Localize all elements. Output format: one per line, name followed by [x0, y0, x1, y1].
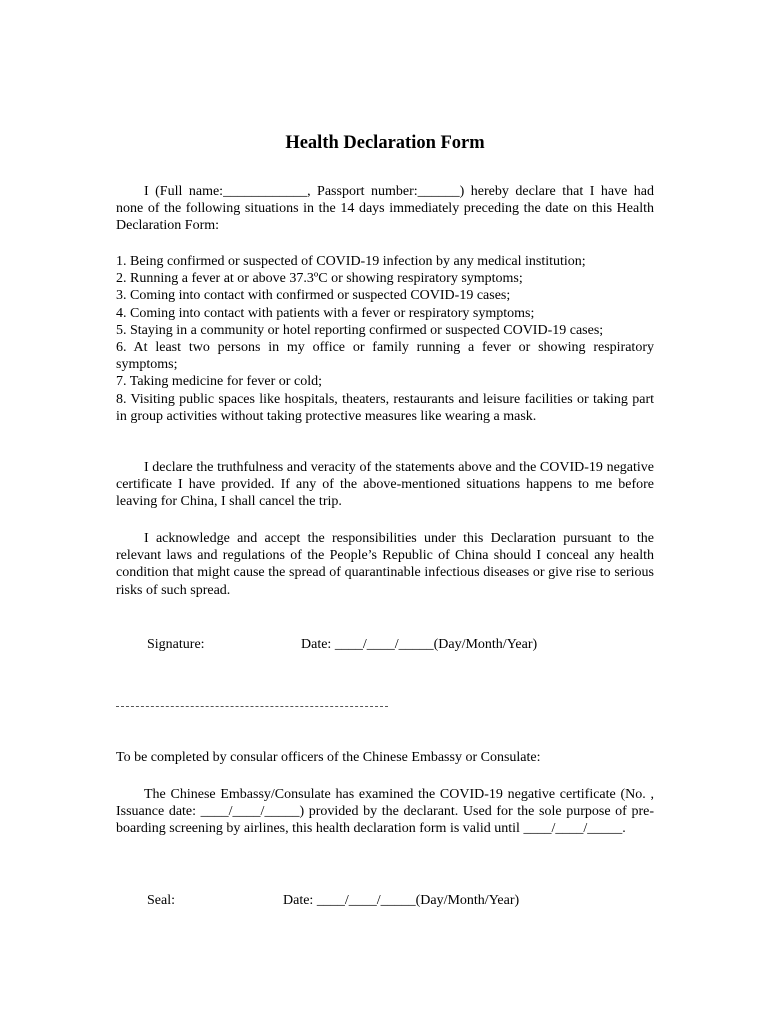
acknowledgement-paragraph: I acknowledge and accept the responsibilities under this Declaration pursuant to the relevant laws and regulations of the People’s Republic of China should I conceal any health condition that might cause the spread of quarantinable infectious diseases or give rise to serious risks of such spread. — [116, 531, 654, 598]
list-item: 3. Coming into contact with confirmed or suspected COVID-19 cases; — [116, 288, 511, 304]
consular-paragraph: The Chinese Embassy/Consulate has examined the COVID-19 negative certificate (No. , Issuance date: ____/____/_____) provided by the declarant. Used for the sole purpose of pre-boarding screening by airlines, this health declaration form is valid until ____/____/_____. — [116, 787, 654, 837]
list-item: 1. Being confirmed or suspected of COVID-19 infection by any medical institution; — [116, 254, 586, 269]
situations-list — [116, 253, 654, 425]
list-item: 8. Visiting public spaces like hospitals, theaters, restaurants and leisure facilities or taking part in group activities without taking protective measures like wearing a mask. — [116, 391, 654, 424]
signature-label: Signature: — [147, 637, 205, 652]
list-item: 6. At least two persons in my office or family running a fever or showing respiratory symptoms; — [116, 340, 654, 373]
signature-date-field: Date: ____/____/_____(Day/Month/Year) — [301, 637, 538, 652]
intro-paragraph: I (Full name:____________, Passport number:______) hereby declare that I have had none of the following situations in the 14 days immediately preceding the date on this Health Declaration Form: — [116, 184, 654, 234]
section-divider — [116, 706, 388, 707]
consular-heading: To be completed by consular officers of the Chinese Embassy or Consulate: — [116, 750, 541, 765]
seal-date-field: Date: ____/____/_____(Day/Month/Year) — [283, 893, 520, 908]
seal-label: Seal: — [147, 893, 175, 908]
list-item: 5. Staying in a community or hotel reporting confirmed or suspected COVID-19 cases; — [116, 322, 604, 338]
declaration-paragraph: I declare the truthfulness and veracity of the statements above and the COVID-19 negative certificate I have provided. If any of the above-mentioned situations happens to me before leaving for China, I shall cancel the trip. — [116, 460, 654, 510]
page-title: Health Declaration Form — [285, 133, 485, 153]
list-item: 4. Coming into contact with patients with a fever or respiratory symptoms; — [116, 305, 535, 321]
list-item: 2. Running a fever at or above 37.3ºC or showing respiratory symptoms; — [116, 271, 523, 287]
list-item: 7. Taking medicine for fever or cold; — [116, 374, 322, 390]
